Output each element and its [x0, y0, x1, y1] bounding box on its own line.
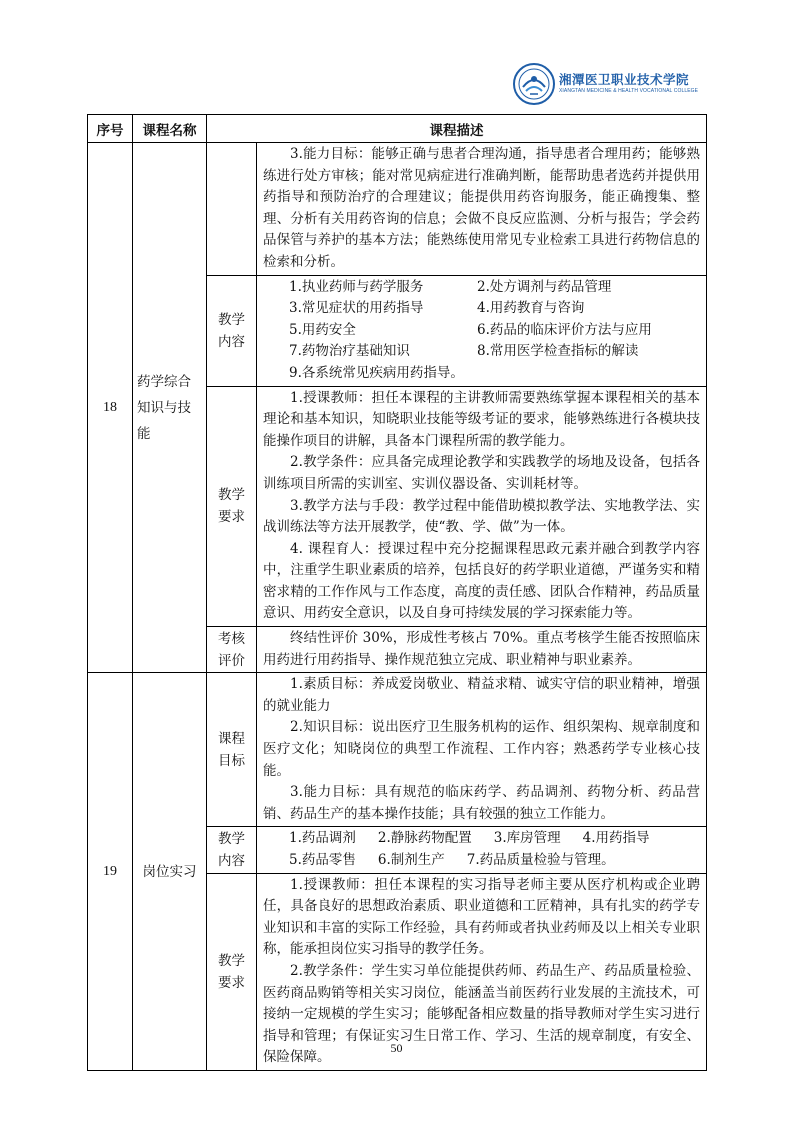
- logo-english-name: XIANGTAN MEDICINE & HEALTH VOCATIONAL COLLEGE: [559, 88, 699, 95]
- list-item: 9.各系统常见疾病用药指导。: [289, 364, 464, 381]
- row-label-evaluation: 考核评价: [207, 627, 257, 673]
- teaching-content: [257, 827, 707, 873]
- list-item: 7.药物治疗基础知识: [289, 343, 410, 360]
- requirement-paragraph: 2.教学条件：学生实习单位能提供药师、药品生产、药品质量检验、医药商品购销等相关实习岗位，能涵盖当前医药行业发展的主流技术，可接纳一定规模的学生实习；能够配备相应数量的指导教师对学生实习进行指导和管理；有保证实习生日常工作、学习、生活的规章制度，有安全、保险保障。: [263, 962, 700, 1066]
- list-item: 1.执业药师与药学服务: [289, 278, 424, 295]
- content-list: [263, 828, 700, 871]
- list-item: 1.药品调剂: [289, 830, 356, 847]
- column-header-number: 序号: [88, 115, 133, 143]
- requirement-paragraph: 1.授课教师：担任本课程的主讲教师需要熟练掌握本课程相关的基本理论和基本知识，知晓职业技能等级考证的要求，能够熟练进行各模块技能操作项目的讲解，具备本门课程所需的教学能力。: [263, 389, 700, 449]
- requirement-paragraph: 1.授课教师：担任本课程的实习指导老师主要从医疗机构或企业聘任，具备良好的思想政治素质、职业道德和工匠精神，具有扎实的药学专业知识和丰富的实际工作经验，具有药师或者执业药师及以上相关专业职称，能承担岗位实习指导的教学任务。: [263, 876, 700, 958]
- requirement-paragraph: 4. 课程育人：授课过程中充分挖掘课程思政元素并融合到教学内容中，注重学生职业素质的培养，包括良好的药学职业道德，严谨务实和精密求精的工作作风与工作态度，高度的责任感、团队合作精神，药品质量意识、用药安全意识，以及自身可持续发展的学习探索能力等。: [263, 540, 700, 622]
- list-item: 4.用药指导: [582, 830, 650, 847]
- list-item: 8.常用医学检查指标的解读: [477, 343, 639, 360]
- goal-paragraph: 2.知识目标：说出医疗卫生服务机构的运作、组织架构、规章制度和医疗文化；知晓岗位的典型工作流程、工作内容；熟悉药学专业核心技能。: [263, 719, 700, 779]
- row-label-content: 教学内容: [207, 827, 257, 873]
- course-number: 18: [88, 143, 133, 673]
- teaching-requirements: [257, 386, 707, 627]
- list-item: 6.药品的临床评价方法与应用: [477, 321, 652, 338]
- course-name: 岗位实习: [133, 673, 207, 1071]
- teaching-content: [257, 275, 707, 386]
- list-item: 2.处方调剂与药品管理: [477, 278, 612, 295]
- column-header-course-name: 课程名称: [133, 115, 207, 143]
- course-name: 药学综合知识与技能: [133, 143, 207, 673]
- ability-goal-continued: 3.能力目标：能够正确与患者合理沟通，指导患者合理用药；能够熟练进行处方审核；能对常见病症进行准确判断，能帮助患者选药并提供用药指导和预防治疗的合理建议；能提供用药咨询服务，能正确搜集、整理、分析有关用药咨询的信息；会做不良反应监测、分析与报告；学会药品保管与养护的基本方法；能熟练使用常见专业检索工具进行药物信息的检索和分析。: [257, 143, 707, 276]
- table-row: [88, 673, 707, 827]
- row-label-goals: 课程目标: [207, 673, 257, 827]
- content-list: [263, 277, 700, 363]
- logo-chinese-name: 湘潭医卫职业技术学院: [559, 71, 690, 87]
- row-label-requirements: 教学要求: [207, 873, 257, 1070]
- row-label-empty: [207, 143, 257, 276]
- list-item: 3.常见症状的用药指导: [289, 300, 424, 317]
- requirement-paragraph: 3.教学方法与手段：教学过程中能借助模拟教学法、实地教学法、实战训练法等方法开展教学，使“教、学、做”为一体。: [263, 497, 700, 536]
- list-item: 7.药品质量检验与管理。: [466, 852, 615, 868]
- page-number: 50: [390, 1041, 403, 1055]
- list-item: 5.药品零售: [289, 852, 356, 868]
- course-table: [87, 114, 707, 1071]
- college-emblem-icon: [513, 63, 555, 105]
- course-number: 19: [88, 673, 133, 1071]
- college-logo: [513, 62, 699, 106]
- table-row: [88, 143, 707, 276]
- goal-paragraph: 1.素质目标：养成爱岗敬业、精益求精、诚实守信的职业精神，增强的就业能力: [263, 676, 700, 714]
- row-label-content: 教学内容: [207, 275, 257, 386]
- goal-paragraph: 3.能力目标：具有规范的临床药学、药品调剂、药物分析、药品营销、药品生产的基本操作技能；具有较强的独立工作能力。: [263, 784, 700, 822]
- list-item: 4.用药教育与咨询: [477, 300, 585, 317]
- list-item: 3.库房管理: [493, 830, 561, 847]
- course-goals: [257, 673, 707, 827]
- list-item: 2.静脉药物配置: [377, 830, 472, 847]
- table-header-row: [88, 115, 707, 143]
- column-header-description: 课程描述: [207, 115, 707, 143]
- row-label-requirements: 教学要求: [207, 386, 257, 627]
- requirement-paragraph: 2.教学条件：应具备完成理论教学和实践教学的场地及设备，包括各训练项目所需的实训室、实训仪器设备、实训耗材等。: [263, 454, 700, 492]
- list-item: 6.制剂生产: [377, 852, 445, 868]
- evaluation: 终结性评价 30%，形成性考核占 70%。重点考核学生能否按照临床用药进行用药指导、操作规范独立完成、职业精神与职业素养。: [257, 627, 707, 673]
- list-item: 5.用药安全: [289, 321, 356, 338]
